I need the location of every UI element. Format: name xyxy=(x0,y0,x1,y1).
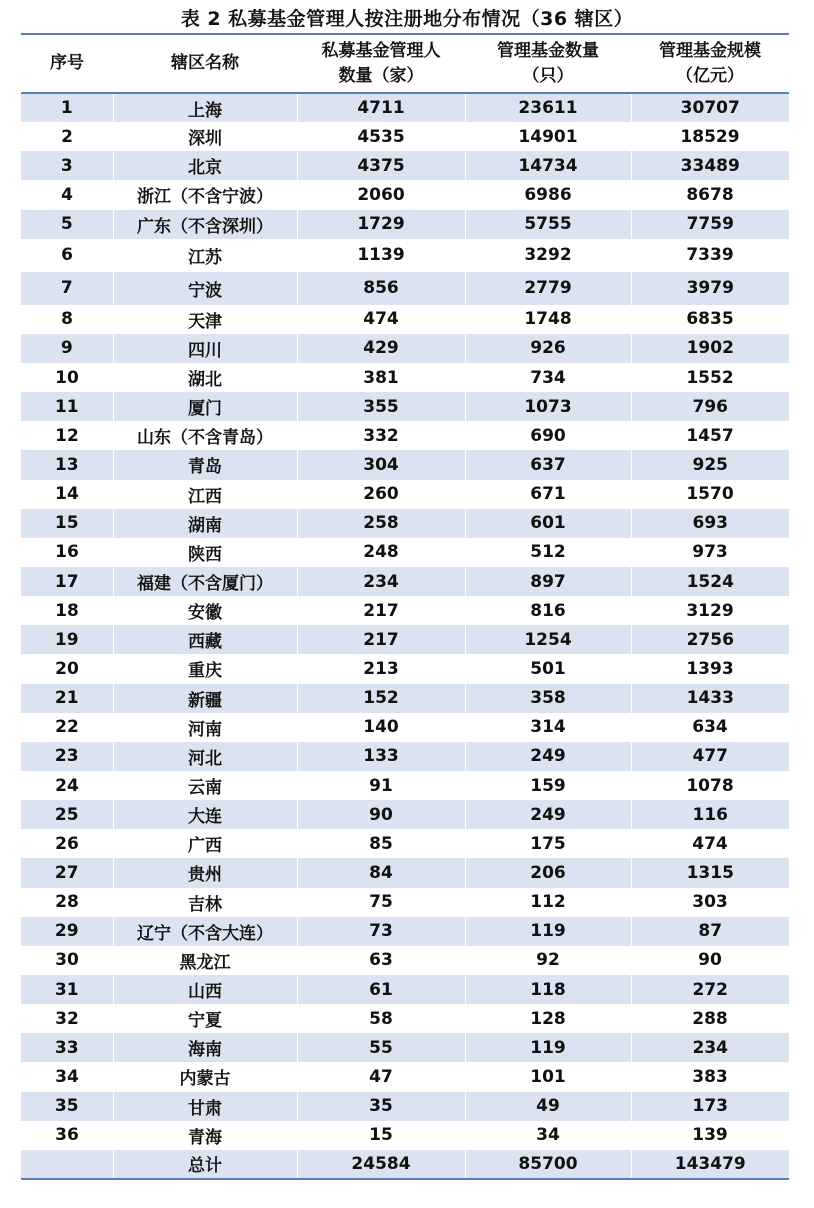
table-row xyxy=(21,888,789,917)
cell-manager-count: 4535 xyxy=(357,126,405,147)
total-row xyxy=(21,1150,789,1179)
cell-manager-count: 856 xyxy=(297,272,465,305)
table-row xyxy=(21,946,789,975)
cell-region: 海南 xyxy=(113,1033,297,1062)
header-row xyxy=(21,34,789,93)
table-row xyxy=(21,363,789,392)
total-cell-region: 总计 xyxy=(113,1150,297,1179)
table-row xyxy=(21,596,789,625)
cell-fund-count: 1073 xyxy=(465,392,631,421)
table-row xyxy=(21,975,789,1004)
cell-fund-count: 34 xyxy=(536,1125,560,1146)
cell-fund-scale: 1433 xyxy=(631,684,789,713)
cell-seq: 16 xyxy=(55,542,79,563)
cell-manager-count: 260 xyxy=(363,484,399,505)
cell-region: 青岛 xyxy=(113,450,297,479)
cell-region: 宁夏 xyxy=(188,1011,222,1032)
cell-seq: 6 xyxy=(61,245,73,266)
table-row xyxy=(21,625,789,654)
cell-fund-scale: 8678 xyxy=(686,184,734,205)
cell-fund-scale: 18529 xyxy=(680,126,740,147)
cell-fund-scale: 1524 xyxy=(631,567,789,596)
cell-manager-count: 84 xyxy=(297,858,465,887)
table-row xyxy=(21,239,789,272)
header-fund-count-line2: （只） xyxy=(522,65,574,86)
cell-fund-count: 637 xyxy=(465,450,631,479)
table-row xyxy=(21,93,789,122)
cell-seq: 12 xyxy=(55,425,79,446)
cell-fund-count: 5755 xyxy=(465,210,631,239)
cell-seq: 36 xyxy=(55,1125,79,1146)
cell-manager-count: 4375 xyxy=(297,151,465,180)
cell-manager-count: 58 xyxy=(369,1008,393,1029)
cell-region: 上海 xyxy=(113,93,297,122)
cell-fund-scale: 90 xyxy=(698,950,722,971)
cell-fund-scale: 139 xyxy=(692,1125,728,1146)
cell-fund-scale: 1393 xyxy=(686,658,734,679)
cell-manager-count: 474 xyxy=(363,309,399,330)
table-row xyxy=(21,800,789,829)
cell-manager-count: 213 xyxy=(363,658,399,679)
cell-manager-count: 258 xyxy=(297,509,465,538)
cell-region: 安徽 xyxy=(188,603,222,624)
total-cell-fund-scale: 143479 xyxy=(631,1150,789,1179)
cell-region: 深圳 xyxy=(188,129,222,150)
cell-seq: 13 xyxy=(21,450,113,479)
cell-fund-count: 734 xyxy=(530,367,566,388)
cell-fund-count: 159 xyxy=(530,775,566,796)
table-row xyxy=(21,180,789,209)
cell-region: 陕西 xyxy=(188,544,222,565)
cell-fund-scale: 7339 xyxy=(686,245,734,266)
table-row xyxy=(21,1033,789,1062)
cell-fund-scale: 1315 xyxy=(631,858,789,887)
cell-manager-count: 1729 xyxy=(297,210,465,239)
cell-fund-scale: 3129 xyxy=(686,600,734,621)
cell-manager-count: 15 xyxy=(369,1125,393,1146)
cell-manager-count: 4711 xyxy=(297,93,465,122)
cell-seq: 11 xyxy=(21,392,113,421)
cell-region: 广西 xyxy=(188,836,222,857)
table-row xyxy=(21,305,789,334)
table-row xyxy=(21,829,789,858)
cell-manager-count: 140 xyxy=(363,717,399,738)
table-row xyxy=(21,858,789,887)
cell-seq: 15 xyxy=(21,509,113,538)
table-row xyxy=(21,684,789,713)
cell-region: 湖北 xyxy=(188,370,222,391)
cell-fund-count: 671 xyxy=(530,484,566,505)
cell-manager-count: 217 xyxy=(297,625,465,654)
cell-manager-count: 63 xyxy=(369,950,393,971)
header-fund-scale-line2: （亿元） xyxy=(676,65,744,86)
cell-fund-scale: 1570 xyxy=(686,484,734,505)
cell-seq: 1 xyxy=(21,93,113,122)
table-row xyxy=(21,771,789,800)
cell-fund-count: 6986 xyxy=(524,184,572,205)
cell-fund-count: 1748 xyxy=(524,309,572,330)
cell-fund-count: 314 xyxy=(530,717,566,738)
cell-seq: 10 xyxy=(55,367,79,388)
cell-seq: 35 xyxy=(21,1092,113,1121)
cell-region: 宁波 xyxy=(113,272,297,305)
cell-fund-scale: 796 xyxy=(631,392,789,421)
cell-region: 辽宁（不含大连） xyxy=(113,917,297,946)
cell-manager-count: 73 xyxy=(297,917,465,946)
header-fund-count xyxy=(465,34,631,93)
cell-fund-scale: 383 xyxy=(692,1066,728,1087)
cell-seq: 24 xyxy=(55,775,79,796)
cell-fund-count: 1254 xyxy=(465,625,631,654)
cell-fund-scale: 925 xyxy=(631,450,789,479)
cell-fund-scale: 116 xyxy=(631,800,789,829)
cell-seq: 25 xyxy=(21,800,113,829)
cell-region: 河北 xyxy=(113,742,297,771)
cell-seq: 21 xyxy=(21,684,113,713)
cell-manager-count: 304 xyxy=(297,450,465,479)
cell-fund-scale: 33489 xyxy=(631,151,789,180)
cell-fund-count: 358 xyxy=(465,684,631,713)
cell-seq: 2 xyxy=(61,126,73,147)
cell-fund-count: 501 xyxy=(530,658,566,679)
cell-fund-scale: 973 xyxy=(692,542,728,563)
cell-seq: 4 xyxy=(61,184,73,205)
header-fund-scale-line1: 管理基金规模 xyxy=(659,40,761,61)
cell-manager-count: 90 xyxy=(297,800,465,829)
cell-fund-scale: 1078 xyxy=(686,775,734,796)
cell-fund-scale: 1902 xyxy=(631,334,789,363)
cell-fund-scale: 474 xyxy=(692,833,728,854)
total-cell-seq xyxy=(21,1150,113,1179)
table-row xyxy=(21,1092,789,1121)
cell-seq: 30 xyxy=(55,950,79,971)
cell-fund-count: 175 xyxy=(530,833,566,854)
cell-fund-scale: 1552 xyxy=(686,367,734,388)
cell-fund-scale: 477 xyxy=(631,742,789,771)
table-row xyxy=(21,480,789,509)
table-title: 表 2 私募基金管理人按注册地分布情况（36 辖区） xyxy=(180,8,634,30)
table-row xyxy=(21,122,789,151)
cell-fund-count: 23611 xyxy=(465,93,631,122)
table-row xyxy=(21,509,789,538)
cell-fund-count: 206 xyxy=(465,858,631,887)
header-fund-count-line1: 管理基金数量 xyxy=(497,40,599,61)
cell-seq: 19 xyxy=(21,625,113,654)
table-row xyxy=(21,210,789,239)
table-row xyxy=(21,392,789,421)
cell-seq: 9 xyxy=(21,334,113,363)
cell-fund-scale: 234 xyxy=(631,1033,789,1062)
cell-manager-count: 1139 xyxy=(357,245,405,266)
cell-fund-count: 601 xyxy=(465,509,631,538)
table-row xyxy=(21,334,789,363)
cell-fund-count: 2779 xyxy=(465,272,631,305)
table-row xyxy=(21,1121,789,1150)
cell-region: 青海 xyxy=(188,1127,222,1148)
cell-manager-count: 152 xyxy=(297,684,465,713)
cell-region: 天津 xyxy=(188,311,222,332)
cell-fund-count: 926 xyxy=(465,334,631,363)
cell-manager-count: 85 xyxy=(369,833,393,854)
cell-region: 浙江（不含宁波） xyxy=(137,187,273,208)
cell-seq: 22 xyxy=(55,717,79,738)
cell-fund-scale: 87 xyxy=(631,917,789,946)
table-row xyxy=(21,272,789,305)
header-manager-count-line1: 私募基金管理人 xyxy=(321,40,441,61)
cell-region: 云南 xyxy=(188,778,222,799)
cell-region: 黑龙江 xyxy=(179,952,231,973)
table-row xyxy=(21,151,789,180)
cell-fund-scale: 1457 xyxy=(686,425,734,446)
total-cell-manager-count: 24584 xyxy=(297,1150,465,1179)
table-row xyxy=(21,538,789,567)
cell-fund-scale: 693 xyxy=(631,509,789,538)
cell-fund-count: 14901 xyxy=(518,126,578,147)
cell-manager-count: 61 xyxy=(297,975,465,1004)
cell-manager-count: 35 xyxy=(297,1092,465,1121)
cell-fund-count: 14734 xyxy=(465,151,631,180)
cell-seq: 31 xyxy=(21,975,113,1004)
cell-fund-scale: 173 xyxy=(631,1092,789,1121)
cell-region: 新疆 xyxy=(113,684,297,713)
cell-seq: 5 xyxy=(21,210,113,239)
cell-region: 湖南 xyxy=(113,509,297,538)
cell-seq: 18 xyxy=(55,600,79,621)
cell-manager-count: 75 xyxy=(369,892,393,913)
cell-fund-count: 119 xyxy=(465,917,631,946)
cell-region: 山东（不含青岛） xyxy=(137,428,273,449)
cell-seq: 3 xyxy=(21,151,113,180)
cell-region: 内蒙古 xyxy=(179,1069,231,1090)
cell-seq: 26 xyxy=(55,833,79,854)
cell-fund-count: 897 xyxy=(465,567,631,596)
cell-region: 重庆 xyxy=(188,661,222,682)
cell-manager-count: 248 xyxy=(363,542,399,563)
cell-region: 厦门 xyxy=(113,392,297,421)
header-seq: 序号 xyxy=(50,53,84,73)
cell-fund-count: 128 xyxy=(530,1008,566,1029)
cell-seq: 33 xyxy=(21,1033,113,1062)
cell-fund-count: 249 xyxy=(465,742,631,771)
cell-seq: 17 xyxy=(21,567,113,596)
header-region: 辖区名称 xyxy=(171,53,239,73)
table-row xyxy=(21,742,789,771)
cell-fund-scale: 30707 xyxy=(631,93,789,122)
table-row xyxy=(21,421,789,450)
cell-fund-count: 249 xyxy=(465,800,631,829)
table-row xyxy=(21,450,789,479)
cell-manager-count: 91 xyxy=(369,775,393,796)
table-row xyxy=(21,1004,789,1033)
cell-fund-scale: 303 xyxy=(692,892,728,913)
cell-seq: 20 xyxy=(55,658,79,679)
cell-region: 四川 xyxy=(113,334,297,363)
cell-fund-count: 118 xyxy=(465,975,631,1004)
cell-manager-count: 355 xyxy=(297,392,465,421)
cell-manager-count: 217 xyxy=(363,600,399,621)
cell-seq: 23 xyxy=(21,742,113,771)
cell-fund-count: 92 xyxy=(536,950,560,971)
cell-fund-scale: 6835 xyxy=(686,309,734,330)
table-row xyxy=(21,713,789,742)
cell-fund-count: 816 xyxy=(530,600,566,621)
cell-region: 北京 xyxy=(113,151,297,180)
cell-region: 大连 xyxy=(113,800,297,829)
cell-region: 吉林 xyxy=(188,894,222,915)
cell-fund-scale: 288 xyxy=(692,1008,728,1029)
cell-manager-count: 133 xyxy=(297,742,465,771)
header-manager-count-line2: 数量（家） xyxy=(338,65,424,86)
cell-manager-count: 2060 xyxy=(357,184,405,205)
table-row xyxy=(21,567,789,596)
header-fund-scale xyxy=(631,34,789,93)
header-manager-count xyxy=(297,34,465,93)
cell-fund-count: 119 xyxy=(465,1033,631,1062)
cell-seq: 27 xyxy=(21,858,113,887)
cell-seq: 8 xyxy=(61,309,73,330)
cell-region: 江苏 xyxy=(188,247,222,268)
cell-manager-count: 55 xyxy=(297,1033,465,1062)
cell-region: 西藏 xyxy=(113,625,297,654)
cell-fund-scale: 3979 xyxy=(631,272,789,305)
cell-region: 河南 xyxy=(188,719,222,740)
cell-seq: 34 xyxy=(55,1066,79,1087)
cell-seq: 28 xyxy=(55,892,79,913)
fund-manager-distribution-table xyxy=(21,33,789,1180)
cell-manager-count: 234 xyxy=(297,567,465,596)
cell-region: 贵州 xyxy=(113,858,297,887)
cell-region: 江西 xyxy=(188,486,222,507)
total-cell-fund-count: 85700 xyxy=(465,1150,631,1179)
cell-region: 山西 xyxy=(113,975,297,1004)
cell-seq: 32 xyxy=(55,1008,79,1029)
cell-seq: 29 xyxy=(21,917,113,946)
cell-fund-scale: 634 xyxy=(692,717,728,738)
cell-fund-count: 49 xyxy=(465,1092,631,1121)
cell-seq: 7 xyxy=(21,272,113,305)
cell-region: 甘肃 xyxy=(113,1092,297,1121)
cell-region: 福建（不含厦门） xyxy=(113,567,297,596)
cell-fund-count: 101 xyxy=(530,1066,566,1087)
cell-region: 广东（不含深圳） xyxy=(113,210,297,239)
cell-fund-count: 690 xyxy=(530,425,566,446)
table-row xyxy=(21,1062,789,1091)
cell-manager-count: 429 xyxy=(297,334,465,363)
cell-fund-count: 512 xyxy=(530,542,566,563)
cell-manager-count: 381 xyxy=(363,367,399,388)
cell-manager-count: 47 xyxy=(369,1066,393,1087)
cell-seq: 14 xyxy=(55,484,79,505)
cell-fund-count: 3292 xyxy=(524,245,572,266)
cell-fund-scale: 2756 xyxy=(631,625,789,654)
cell-fund-count: 112 xyxy=(530,892,566,913)
cell-fund-scale: 7759 xyxy=(631,210,789,239)
table-row xyxy=(21,917,789,946)
cell-manager-count: 332 xyxy=(363,425,399,446)
table-row xyxy=(21,654,789,683)
cell-fund-scale: 272 xyxy=(631,975,789,1004)
